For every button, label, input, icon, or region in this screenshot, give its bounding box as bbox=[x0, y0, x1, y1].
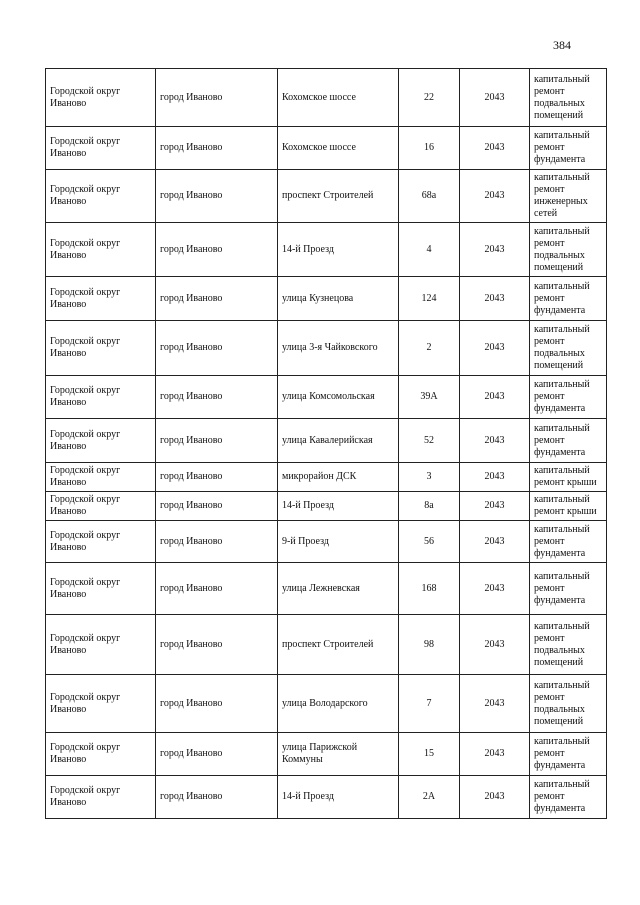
work-type-cell: капитальный ремонт фундамента bbox=[530, 733, 607, 776]
house-number-cell: 39А bbox=[399, 376, 460, 419]
table-row bbox=[46, 776, 607, 819]
planned-year-cell: 2043 bbox=[460, 521, 530, 563]
street-cell: проспект Строителей bbox=[278, 170, 399, 223]
table-row bbox=[46, 563, 607, 615]
planned-year-cell: 2043 bbox=[460, 733, 530, 776]
page-number: 384 bbox=[553, 38, 571, 52]
house-number-cell: 7 bbox=[399, 675, 460, 733]
municipal-district-cell: Городской округ Иваново bbox=[46, 127, 156, 170]
municipal-district-cell: Городской округ Иваново bbox=[46, 277, 156, 321]
street-cell: 14-й Проезд bbox=[278, 776, 399, 819]
house-number-cell: 52 bbox=[399, 419, 460, 463]
work-type-cell: капитальный ремонт фундамента bbox=[530, 277, 607, 321]
work-type-cell: капитальный ремонт фундамента bbox=[530, 376, 607, 419]
city-cell: город Иваново bbox=[156, 776, 278, 819]
street-cell: улица Володарского bbox=[278, 675, 399, 733]
city-cell: город Иваново bbox=[156, 170, 278, 223]
city-cell: город Иваново bbox=[156, 277, 278, 321]
planned-year-cell: 2043 bbox=[460, 419, 530, 463]
street-cell: 14-й Проезд bbox=[278, 223, 399, 277]
city-cell: город Иваново bbox=[156, 733, 278, 776]
house-number-cell: 56 bbox=[399, 521, 460, 563]
table-row bbox=[46, 127, 607, 170]
city-cell: город Иваново bbox=[156, 127, 278, 170]
municipal-district-cell: Городской округ Иваново bbox=[46, 463, 156, 492]
municipal-district-cell: Городской округ Иваново bbox=[46, 733, 156, 776]
planned-year-cell: 2043 bbox=[460, 321, 530, 376]
city-cell: город Иваново bbox=[156, 223, 278, 277]
municipal-district-cell: Городской округ Иваново bbox=[46, 492, 156, 521]
street-cell: улица Кузнецова bbox=[278, 277, 399, 321]
table-row bbox=[46, 170, 607, 223]
table-row bbox=[46, 675, 607, 733]
work-type-cell: капитальный ремонт фундамента bbox=[530, 521, 607, 563]
work-type-cell: капитальный ремонт инженерных сетей bbox=[530, 170, 607, 223]
house-number-cell: 4 bbox=[399, 223, 460, 277]
street-cell: улица Кавалерийская bbox=[278, 419, 399, 463]
work-type-cell: капитальный ремонт подвальных помещений bbox=[530, 675, 607, 733]
table-row bbox=[46, 521, 607, 563]
street-cell: 9-й Проезд bbox=[278, 521, 399, 563]
table-row bbox=[46, 419, 607, 463]
house-number-cell: 16 bbox=[399, 127, 460, 170]
work-type-cell: капитальный ремонт фундамента bbox=[530, 419, 607, 463]
city-cell: город Иваново bbox=[156, 521, 278, 563]
street-cell: проспект Строителей bbox=[278, 615, 399, 675]
city-cell: город Иваново bbox=[156, 376, 278, 419]
planned-year-cell: 2043 bbox=[460, 776, 530, 819]
planned-year-cell: 2043 bbox=[460, 675, 530, 733]
city-cell: город Иваново bbox=[156, 463, 278, 492]
work-type-cell: капитальный ремонт фундамента bbox=[530, 127, 607, 170]
table-body bbox=[46, 69, 607, 819]
house-number-cell: 68а bbox=[399, 170, 460, 223]
municipal-district-cell: Городской округ Иваново bbox=[46, 321, 156, 376]
house-number-cell: 22 bbox=[399, 69, 460, 127]
street-cell: улица Комсомольская bbox=[278, 376, 399, 419]
municipal-district-cell: Городской округ Иваново bbox=[46, 170, 156, 223]
street-cell: микрорайон ДСК bbox=[278, 463, 399, 492]
planned-year-cell: 2043 bbox=[460, 492, 530, 521]
municipal-district-cell: Городской округ Иваново bbox=[46, 521, 156, 563]
planned-year-cell: 2043 bbox=[460, 563, 530, 615]
street-cell: 14-й Проезд bbox=[278, 492, 399, 521]
city-cell: город Иваново bbox=[156, 615, 278, 675]
city-cell: город Иваново bbox=[156, 419, 278, 463]
table-row bbox=[46, 733, 607, 776]
work-type-cell: капитальный ремонт подвальных помещений bbox=[530, 69, 607, 127]
house-number-cell: 124 bbox=[399, 277, 460, 321]
planned-year-cell: 2043 bbox=[460, 615, 530, 675]
planned-year-cell: 2043 bbox=[460, 127, 530, 170]
planned-year-cell: 2043 bbox=[460, 223, 530, 277]
work-type-cell: капитальный ремонт фундамента bbox=[530, 776, 607, 819]
table-row bbox=[46, 277, 607, 321]
work-type-cell: капитальный ремонт подвальных помещений bbox=[530, 321, 607, 376]
street-cell: улица Парижской Коммуны bbox=[278, 733, 399, 776]
city-cell: город Иваново bbox=[156, 69, 278, 127]
house-number-cell: 15 bbox=[399, 733, 460, 776]
work-type-cell: капитальный ремонт подвальных помещений bbox=[530, 223, 607, 277]
city-cell: город Иваново bbox=[156, 492, 278, 521]
municipal-district-cell: Городской округ Иваново bbox=[46, 563, 156, 615]
municipal-district-cell: Городской округ Иваново bbox=[46, 615, 156, 675]
house-number-cell: 168 bbox=[399, 563, 460, 615]
city-cell: город Иваново bbox=[156, 675, 278, 733]
municipal-district-cell: Городской округ Иваново bbox=[46, 69, 156, 127]
street-cell: улица 3-я Чайковского bbox=[278, 321, 399, 376]
work-type-cell: капитальный ремонт фундамента bbox=[530, 563, 607, 615]
table-row bbox=[46, 321, 607, 376]
table-row bbox=[46, 376, 607, 419]
house-number-cell: 3 bbox=[399, 463, 460, 492]
municipal-district-cell: Городской округ Иваново bbox=[46, 376, 156, 419]
house-number-cell: 2А bbox=[399, 776, 460, 819]
house-number-cell: 98 bbox=[399, 615, 460, 675]
house-number-cell: 8а bbox=[399, 492, 460, 521]
planned-year-cell: 2043 bbox=[460, 277, 530, 321]
work-type-cell: капитальный ремонт подвальных помещений bbox=[530, 615, 607, 675]
city-cell: город Иваново bbox=[156, 321, 278, 376]
table-row bbox=[46, 69, 607, 127]
street-cell: Кохомское шоссе bbox=[278, 127, 399, 170]
municipal-district-cell: Городской округ Иваново bbox=[46, 675, 156, 733]
municipal-district-cell: Городской округ Иваново bbox=[46, 223, 156, 277]
street-cell: улица Лежневская bbox=[278, 563, 399, 615]
municipal-district-cell: Городской округ Иваново bbox=[46, 419, 156, 463]
house-number-cell: 2 bbox=[399, 321, 460, 376]
city-cell: город Иваново bbox=[156, 563, 278, 615]
municipal-district-cell: Городской округ Иваново bbox=[46, 776, 156, 819]
planned-year-cell: 2043 bbox=[460, 376, 530, 419]
table-row bbox=[46, 463, 607, 492]
table-row bbox=[46, 492, 607, 521]
work-type-cell: капитальный ремонт крыши bbox=[530, 492, 607, 521]
street-cell: Кохомское шоссе bbox=[278, 69, 399, 127]
table-row bbox=[46, 615, 607, 675]
planned-year-cell: 2043 bbox=[460, 170, 530, 223]
planned-year-cell: 2043 bbox=[460, 463, 530, 492]
planned-year-cell: 2043 bbox=[460, 69, 530, 127]
work-type-cell: капитальный ремонт крыши bbox=[530, 463, 607, 492]
table-row bbox=[46, 223, 607, 277]
repair-registry-table bbox=[45, 68, 607, 819]
